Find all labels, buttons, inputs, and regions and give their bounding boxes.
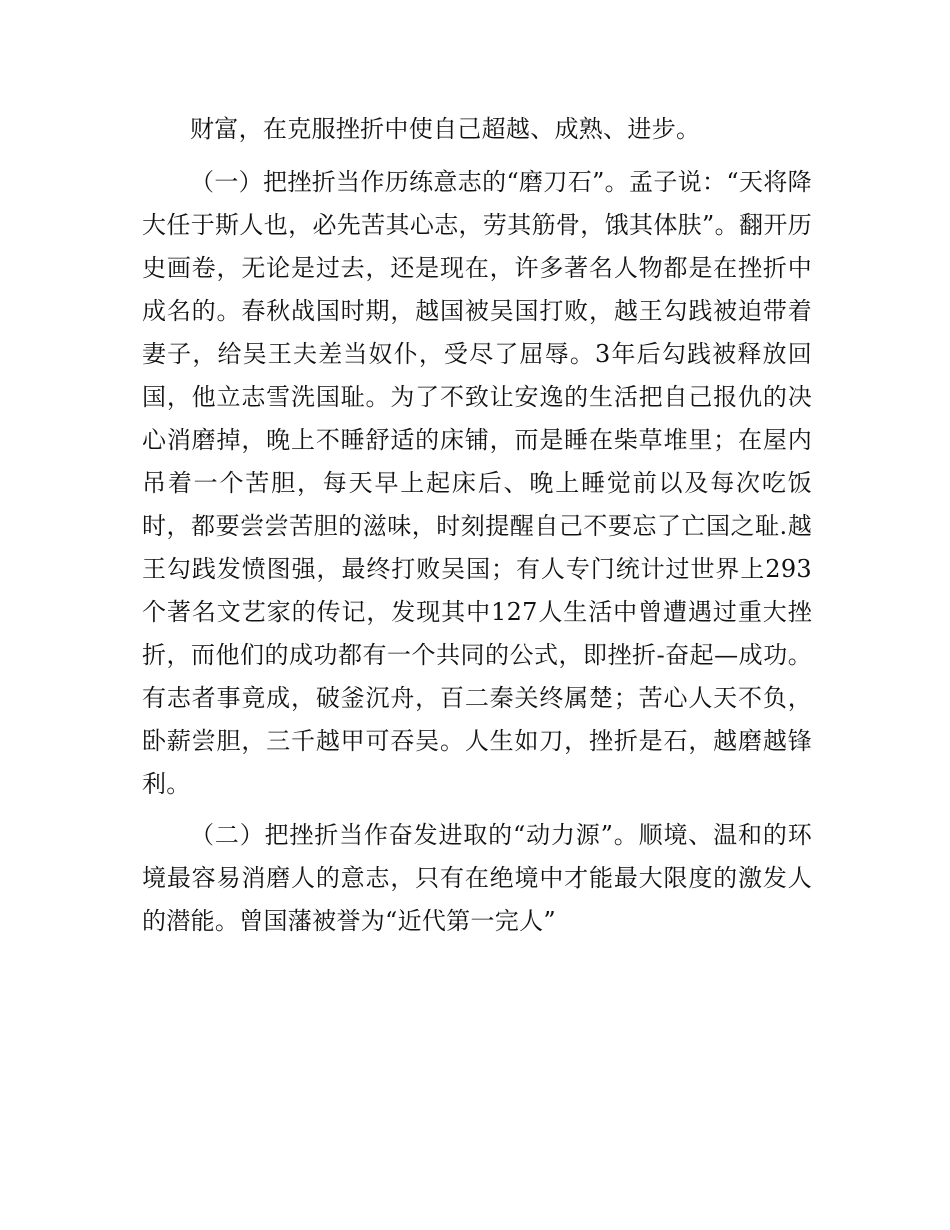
document-body — [142, 108, 812, 951]
paragraph-intro: 财富，在克服挫折中使自己超越、成熟、进步。 — [190, 115, 701, 143]
paragraph-section-two: （二）把挫折当作奋发进取的“动力源”。顺境、温和的环境最容易消磨人的意志，只有在绝境中才能最大限度的激发人的潜能。曾国藩被誉为“近代第一完人” — [142, 821, 812, 935]
paragraph-section-one: （一）把挫折当作历练意志的“磨刀石”。孟子说：“天将降大任于斯人也，必先苦其心志，劳其筋骨，饿其体肤”。翻开历史画卷，无论是过去，还是现在，许多著名人物都是在挫折中成名的。春秋战国时期，越国被吴国打败，越王勾践被迫带着妻子，给吴王夫差当奴仆，受尽了屈辱。3年后勾践被释放回国，他立志雪洗国耻。为了不致让安逸的生活把自己报仇的决心消磨掉，晚上不睡舒适的床铺，而是睡在柴草堆里；在屋内吊着一个苦胆，每天早上起床后、晚上睡觉前以及每次吃饭时，都要尝尝苦胆的滋味，时刻提醒自己不要忘了亡国之耻.越王勾践发愤图强，最终打败吴国；有人专门统计过世界上293个著名文艺家的传记，发现其中127人生活中曾遭遇过重大挫折，而他们的成功都有一个共同的公式，即挫折-奋起—成功。有志者事竟成，破釜沉舟，百二秦关终属楚；苦心人天不负，卧薪尝胆，三千越甲可吞吴。人生如刀，挫折是石，越磨越锋利。 — [142, 168, 812, 798]
